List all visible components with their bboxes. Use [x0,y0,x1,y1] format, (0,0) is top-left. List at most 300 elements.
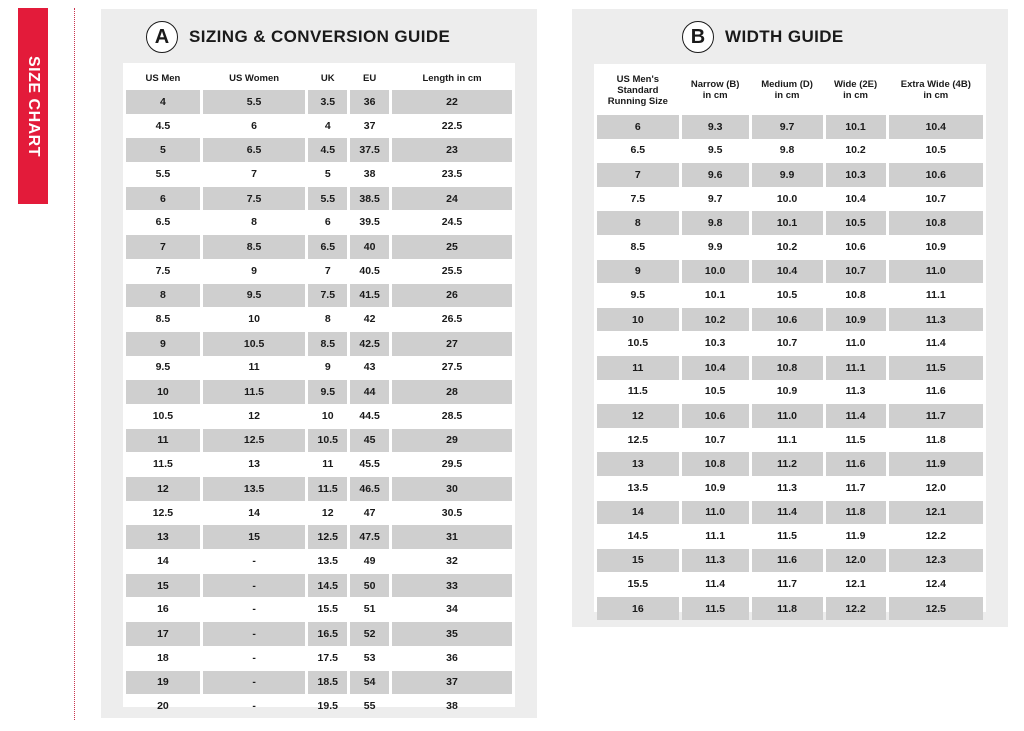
width-table-cell: 10.9 [925,240,947,253]
width-table-cell: 10.9 [826,307,886,332]
sizing-table-wrapper [123,63,515,713]
width-table-cell: 10.1 [826,114,886,139]
width-table-cell: 11.7 [777,578,797,591]
width-table-cell: 10.6 [752,307,823,332]
width-table-cell: 12.1 [845,578,866,591]
width-table-cell: 15.5 [627,578,649,591]
width-table-row [597,331,983,355]
sizing-table-cell: 10 [248,313,260,326]
sizing-table-cell: 24.5 [441,216,463,229]
width-table-cell: 10.5 [826,210,886,235]
sizing-table-row [126,646,512,670]
width-table-cell: 13 [597,451,679,476]
sizing-table-cell: 10.5 [152,409,174,422]
sizing-table-cell: 15 [126,573,200,598]
sizing-table-cell: 52 [350,621,389,646]
sizing-table-row [126,524,512,549]
sizing-table-cell: 36 [446,651,458,664]
width-table-cell: 11.0 [682,500,749,525]
width-table-cell: 11.8 [752,596,823,621]
sizing-table-cell: 32 [446,554,458,567]
sizing-table-row [126,331,512,356]
width-table-cell: 10.6 [845,240,866,253]
width-table-cell: 11.9 [845,529,866,542]
width-table-row [597,235,983,259]
sizing-table-cell: - [252,651,256,664]
dotted-divider [74,8,75,720]
width-table-row [597,380,983,404]
sizing-table-cell: 34 [446,603,458,616]
width-column-header [826,64,886,114]
width-table-cell: 11.9 [889,451,983,476]
sizing-table-cell: 40 [350,234,389,259]
width-table-cell: 11.5 [777,529,797,542]
width-table-cell: 11.6 [826,451,886,476]
width-column-header-line: Narrow (B) [690,79,740,90]
sizing-table-cell: 12 [126,476,200,501]
width-table-cell: 16 [597,596,679,621]
width-table-cell: 11.8 [925,433,946,446]
width-table-row [597,548,983,573]
width-table-header-row [597,64,983,114]
sizing-table-cell: 43 [363,361,376,374]
sizing-panel-header [146,21,450,53]
sizing-table-cell: 51 [363,603,376,616]
width-table-cell: 6 [597,114,679,139]
sizing-table-cell: 24 [392,186,512,211]
sizing-table-row [126,379,512,404]
width-table-cell: 10.0 [776,192,798,205]
sizing-table-cell: 17.5 [317,651,338,664]
width-column-header [889,64,983,114]
width-table-cell: 10.4 [845,192,866,205]
width-table-cell: 12.1 [889,500,983,525]
sizing-table-row [126,428,512,453]
width-table-cell: 11.4 [752,500,823,525]
width-table-cell: 10.2 [845,144,866,157]
width-table-cell: 12.0 [826,548,886,573]
sizing-table-cell: 5 [126,137,200,162]
width-table-cell: 10.6 [889,162,983,187]
width-table-cell: 9.5 [630,288,646,301]
sizing-table-cell: 6.5 [203,137,306,162]
sizing-column-header: US Men [145,72,181,84]
sizing-table-cell: 53 [363,651,376,664]
width-table-row [597,259,983,284]
sizing-table-cell: 4 [126,89,200,114]
width-table-row [597,283,983,307]
width-table-cell: 10.8 [752,355,823,380]
sizing-table-cell: 41.5 [350,283,389,308]
sizing-table-row [126,210,512,234]
width-table-cell: 14.5 [627,529,649,542]
sizing-table-row [126,162,512,186]
sizing-table-cell: 13.5 [203,476,306,501]
width-table-cell: 11.5 [627,385,648,398]
width-panel-title: WIDTH GUIDE [725,27,844,46]
sizing-table-cell: 8 [324,313,331,326]
sizing-table-cell: 11 [248,361,260,374]
sizing-table-cell: 31 [392,524,512,549]
width-table-cell: 9.8 [779,144,795,157]
width-guide-panel [572,9,1008,627]
width-table-cell: 10.3 [826,162,886,187]
sizing-table-cell: 49 [363,554,376,567]
width-table-cell: 11.4 [705,578,726,591]
sizing-table-cell: 17 [126,621,200,646]
sizing-table-cell: 33 [392,573,512,598]
sizing-table-row [126,549,512,573]
sizing-table-cell: 37 [392,670,512,695]
sizing-table-cell: 46.5 [350,476,389,501]
sizing-table-cell: 6 [251,119,257,132]
sizing-table-cell: 5.5 [155,167,171,180]
width-table-cell: 12 [597,403,679,428]
width-table-row [597,403,983,428]
width-table-cell: 10.5 [704,385,726,398]
width-table-cell: 15 [597,548,679,573]
sizing-column-header: Length in cm [422,72,482,84]
width-table-cell: 10.7 [925,192,947,205]
sizing-table-cell: 22.5 [441,119,463,132]
sizing-table-cell: 14 [248,506,260,519]
sizing-table-cell: 30.5 [441,506,463,519]
sizing-table-cell: 29 [392,428,512,453]
width-table-cell: 9.7 [707,192,723,205]
sizing-table-cell: 8 [251,216,257,229]
sizing-table-cell: 42 [363,313,376,326]
sizing-table-cell: 11.5 [308,476,347,501]
sizing-table-row [126,404,512,428]
width-table-row [597,524,983,548]
sizing-table-cell: 27 [392,331,512,356]
sizing-table-cell: 45.5 [359,458,380,471]
sizing-table-cell: 12.5 [308,524,347,549]
sizing-table-row [126,670,512,695]
sizing-table-cell: - [203,670,306,695]
width-table-cell: 9 [597,259,679,284]
width-table-row [597,428,983,452]
sizing-table-cell: 4.5 [308,137,347,162]
width-table-cell: 9.3 [682,114,749,139]
sizing-table-cell: 9 [126,331,200,356]
width-table-cell: 11.2 [752,451,823,476]
sizing-table-row [126,137,512,162]
width-table-wrapper [594,64,986,615]
sizing-table-cell: 38.5 [350,186,389,211]
width-table-cell: 11.7 [889,403,983,428]
sizing-table-cell: 38 [446,700,458,713]
sizing-table-row [126,621,512,646]
width-table-cell: 10.8 [845,288,866,301]
sizing-table-cell: 26 [392,283,512,308]
sizing-table-cell: 7.5 [308,283,347,308]
sizing-table-cell: 19 [126,670,200,695]
sizing-table-cell: 10 [321,409,334,422]
width-table-cell: 11.5 [845,433,866,446]
sizing-table-cell: 7 [251,167,257,180]
sizing-table-cell: 10 [126,379,200,404]
sizing-table-cell: 13 [126,524,200,549]
sizing-table-cell: 4.5 [155,119,171,132]
sizing-conversion-panel [101,9,537,718]
sizing-table-cell: 9 [251,264,257,277]
sizing-table-cell: 12 [321,506,334,519]
sizing-table-cell: 38 [363,167,376,180]
sizing-table-cell: 6.5 [155,216,171,229]
sizing-table-cell: 7.5 [203,186,306,211]
sizing-table-cell: 28 [392,379,512,404]
sizing-table-cell: 30 [392,476,512,501]
sizing-table-cell: 54 [350,670,389,695]
width-table-cell: 10.0 [682,259,749,284]
sizing-table-cell: 13 [248,458,260,471]
sizing-table-cell: - [203,573,306,598]
sizing-table-row [126,186,512,211]
width-table-cell: 11.3 [889,307,983,332]
width-table-cell: 10.7 [704,433,726,446]
width-table-cell: 11.1 [826,355,886,380]
width-table-cell: 10 [597,307,679,332]
sizing-table-row [126,114,512,138]
width-column-header [597,64,679,114]
width-table-cell: 10.1 [704,288,726,301]
sizing-table-cell: 11 [322,458,334,471]
width-table-cell: 10.2 [776,240,798,253]
width-table-cell: 11.1 [705,529,726,542]
width-table-cell: 10.4 [682,355,749,380]
sizing-table-cell: 40.5 [359,264,380,277]
width-table-cell: 12.2 [826,596,886,621]
sizing-table-row [126,452,512,476]
width-table-cell: 11.4 [925,337,946,350]
sizing-table-row [126,501,512,525]
sizing-panel-title: SIZING & CONVERSION GUIDE [189,27,451,46]
sizing-table-row [126,259,512,283]
width-table-row [597,500,983,525]
sizing-table-cell: 47.5 [350,524,389,549]
sizing-table-cell: 28.5 [441,409,463,422]
sizing-column-header: EU [363,72,377,84]
sizing-table-cell: 11.5 [203,379,306,404]
sizing-table-cell: 18 [157,651,169,664]
sizing-table-cell: 23 [392,137,512,162]
sizing-table-row [126,476,512,501]
width-table-cell: 10.2 [682,307,749,332]
sizing-table-cell: 36 [350,89,389,114]
width-table-row [597,210,983,235]
width-table-cell: 11.3 [845,385,866,398]
sizing-table-cell: - [252,700,256,713]
width-table-row [597,114,983,139]
width-table-row [597,162,983,187]
width-column-header [752,64,823,114]
width-table-cell: 11.8 [826,500,886,525]
sizing-table-cell: 25.5 [441,264,463,277]
sizing-table-cell: 6 [126,186,200,211]
width-table-row [597,139,983,163]
sizing-table-cell: 12 [248,409,260,422]
sizing-table-cell: 8.5 [308,331,347,356]
width-table-cell: 10.5 [925,144,947,157]
sizing-table-cell: 16.5 [308,621,347,646]
sizing-conversion-table [123,63,515,718]
sizing-table-cell: 44 [350,379,389,404]
sizing-table-cell: 7 [126,234,200,259]
width-guide-table [594,64,986,620]
size-chart-tab-label: SIZE CHART [25,55,42,157]
width-column-header-line: in cm [843,90,868,101]
sizing-table-cell: 11.5 [152,458,173,471]
sizing-table-cell: 9.5 [155,361,171,374]
sizing-table-row [126,694,512,718]
width-column-header-line: in cm [923,90,949,101]
size-chart-tab [18,8,48,204]
sizing-table-cell: 15 [203,524,306,549]
sizing-table-cell: 25 [392,234,512,259]
section-b-badge: B [682,21,714,53]
width-table-cell: 10.8 [889,210,983,235]
sizing-table-cell: 39.5 [359,216,380,229]
width-column-header-line: Extra Wide (4B) [900,79,971,90]
width-table-cell: 6.5 [630,144,646,157]
width-table-row [597,572,983,596]
sizing-table-cell: 6.5 [308,234,347,259]
width-table-cell: 9.9 [752,162,823,187]
sizing-column-header: US Women [229,72,280,84]
width-table-row [597,187,983,211]
sizing-table-cell: 45 [350,428,389,453]
width-table-cell: 9.7 [752,114,823,139]
width-table-cell: 10.9 [776,385,798,398]
width-column-header-line: Running Size [607,95,668,107]
width-column-header [682,64,749,114]
section-a-badge: A [146,21,178,53]
sizing-table-header-row [126,63,512,89]
sizing-table-row [126,307,512,331]
width-column-header-line: in cm [774,90,800,101]
width-table-cell: 10.3 [704,337,726,350]
width-table-cell: 11.6 [925,385,946,398]
width-table-cell: 7.5 [630,192,646,205]
width-table-cell: 11 [597,355,679,380]
width-table-row [597,451,983,476]
sizing-table-cell: 16 [157,603,169,616]
width-table-cell: 11.0 [752,403,823,428]
width-table-cell: 12.0 [925,481,947,494]
width-table-cell: 11.3 [682,548,749,573]
sizing-table-cell: 9 [324,361,331,374]
width-table-cell: 9.9 [707,240,723,253]
sizing-table-cell: 12.5 [203,428,306,453]
width-table-cell: 12.3 [889,548,983,573]
width-table-cell: 13.5 [627,481,649,494]
width-table-cell: 11.1 [777,433,797,446]
sizing-table-cell: 5.5 [308,186,347,211]
sizing-table-cell: 19.5 [317,700,338,713]
width-column-header-line: Wide (2E) [833,79,878,90]
sizing-table-cell: 9.5 [308,379,347,404]
sizing-table-cell: 35 [392,621,512,646]
sizing-table-cell: 47 [363,506,376,519]
sizing-table-cell: 18.5 [308,670,347,695]
width-table-cell: 12.2 [925,529,947,542]
sizing-table-cell: 8.5 [155,313,171,326]
sizing-table-cell: 5 [324,167,331,180]
sizing-table-cell: 10.5 [308,428,347,453]
sizing-table-row [126,89,512,114]
width-table-cell: 10.7 [826,259,886,284]
sizing-table-cell: 8 [126,283,200,308]
sizing-table-cell: 7.5 [155,264,171,277]
width-table-cell: 10.8 [682,451,749,476]
width-table-cell: 11.0 [845,337,866,350]
width-table-cell: 12.5 [627,433,649,446]
width-table-cell: 14 [597,500,679,525]
width-table-cell: 11.0 [889,259,983,284]
width-table-cell: 8.5 [630,240,646,253]
sizing-table-cell: - [252,603,256,616]
sizing-table-cell: 10.5 [203,331,306,356]
sizing-table-cell: - [203,621,306,646]
width-table-cell: 10.5 [776,288,798,301]
sizing-table-cell: 44.5 [359,409,380,422]
sizing-table-cell: 11 [126,428,200,453]
width-table-cell: 10.1 [752,210,823,235]
sizing-table-cell: 13.5 [317,554,338,567]
width-table-cell: 11.4 [826,403,886,428]
width-panel-header [682,21,844,53]
width-column-header-line: Medium (D) [761,79,813,90]
width-table-cell: 7 [597,162,679,187]
sizing-table-cell: 7 [324,264,331,277]
width-table-cell: 8 [597,210,679,235]
width-table-cell: 9.5 [707,144,723,157]
width-table-cell: 12.4 [925,578,947,591]
width-table-row [597,596,983,621]
width-table-cell: 11.5 [889,355,983,380]
sizing-table-row [126,573,512,598]
sizing-table-cell: - [252,554,256,567]
width-table-cell: 12.5 [889,596,983,621]
sizing-table-cell: 23.5 [441,167,463,180]
sizing-table-cell: 37.5 [350,137,389,162]
sizing-table-cell: 5.5 [203,89,306,114]
sizing-table-row [126,356,512,380]
sizing-table-cell: 37 [363,119,376,132]
sizing-table-cell: 14 [157,554,169,567]
width-table-cell: 10.6 [682,403,749,428]
sizing-table-cell: 42.5 [350,331,389,356]
width-table-cell: 10.4 [889,114,983,139]
width-table-cell: 11.1 [925,288,946,301]
sizing-column-header: UK [320,72,335,84]
sizing-table-cell: 27.5 [441,361,463,374]
sizing-table-cell: 15.5 [317,603,338,616]
sizing-table-cell: 14.5 [308,573,347,598]
width-column-header-line: Standard [617,84,659,96]
sizing-table-cell: 50 [350,573,389,598]
sizing-table-cell: 3.5 [308,89,347,114]
width-column-header-line: in cm [702,90,728,101]
width-table-row [597,307,983,332]
width-table-cell: 11.5 [682,596,749,621]
width-table-cell: 11.7 [845,481,866,494]
width-table-row [597,355,983,380]
sizing-table-cell: 55 [363,700,376,713]
width-table-cell: 11.3 [777,481,797,494]
width-table-row [597,476,983,500]
